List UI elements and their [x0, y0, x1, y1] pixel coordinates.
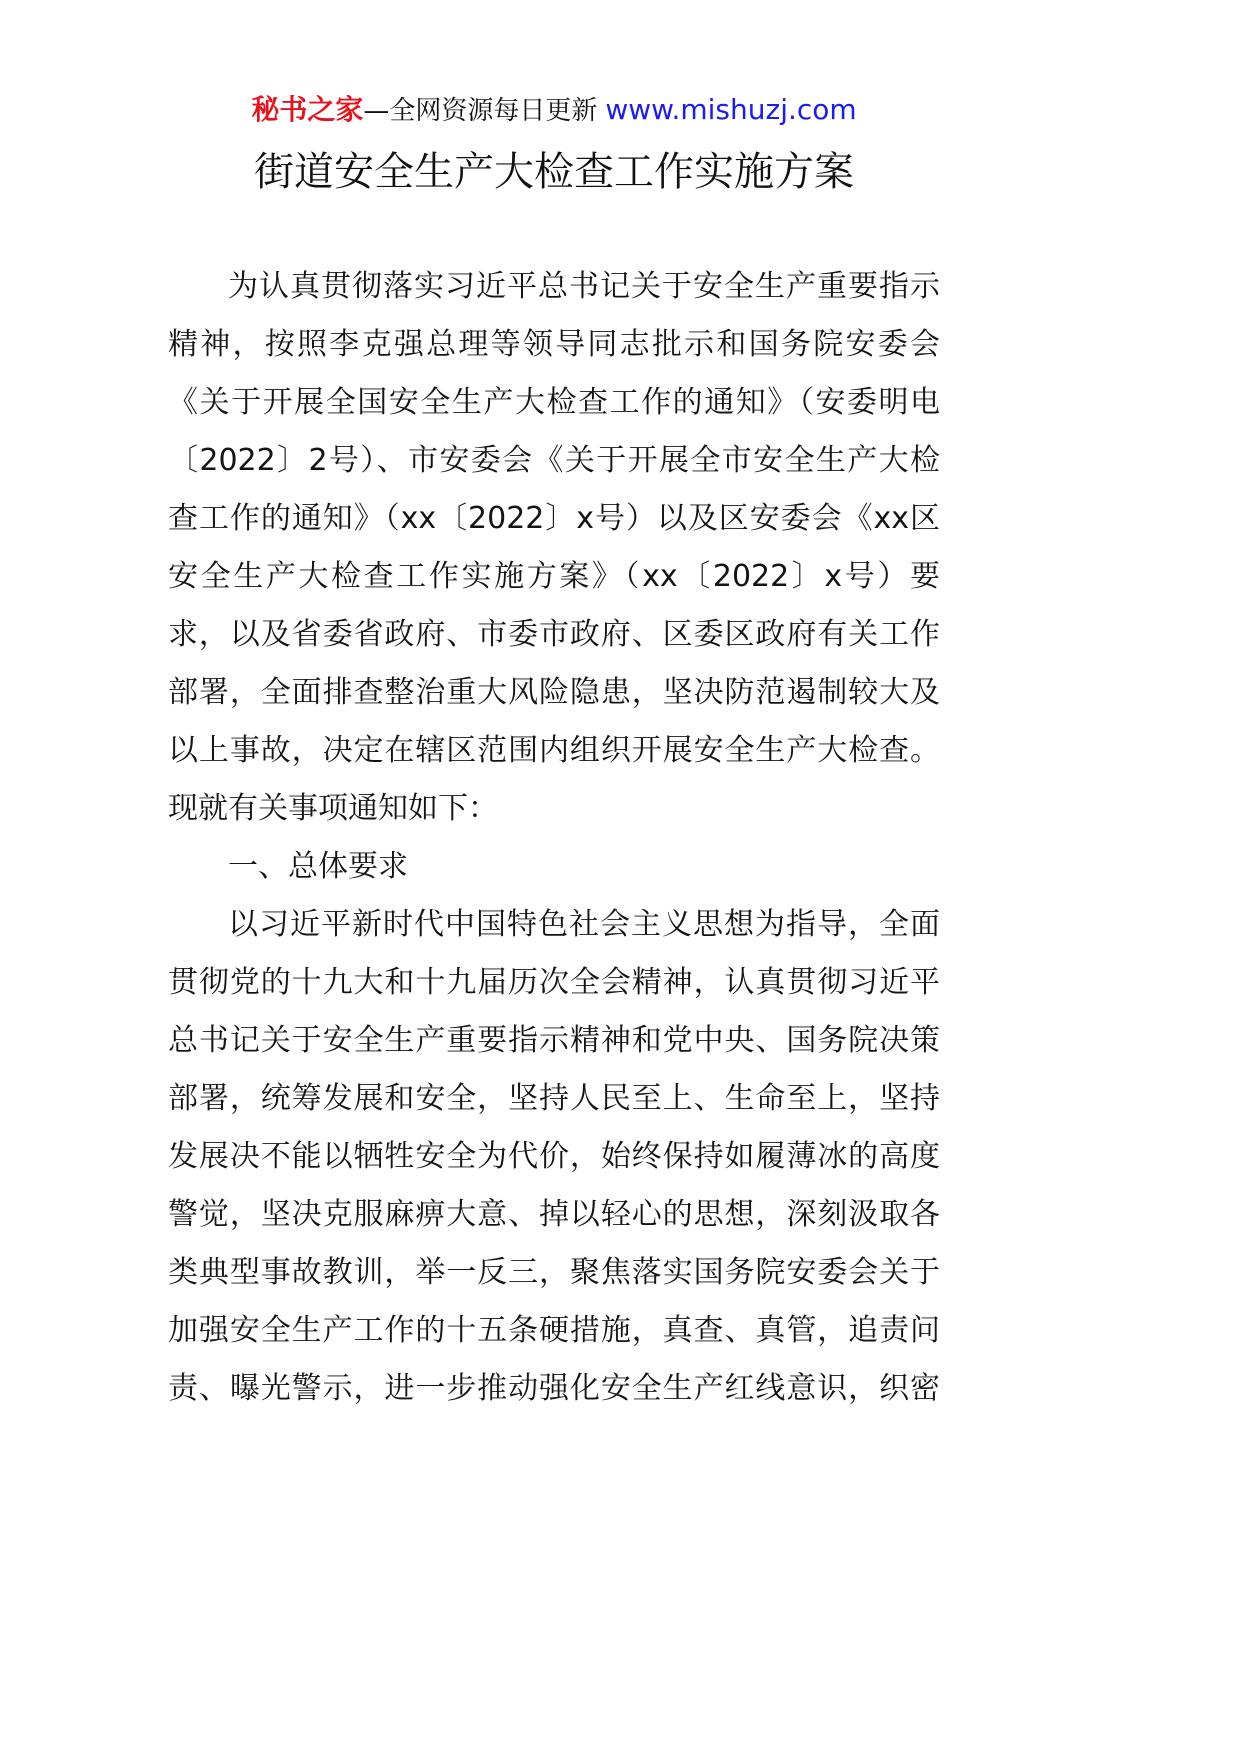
body-line: 〔2022〕2号）、市安委会《关于开展全市安全生产大检 [168, 443, 940, 478]
body-line: 以上事故，决定在辖区范围内组织开展安全生产大检查。 [168, 733, 940, 768]
body-line: 查工作的通知》（xx〔2022〕x号）以及区安委会《xx区 [168, 501, 940, 536]
document-title: 街道安全生产大检查工作实施方案 [254, 149, 854, 195]
body-line: 加强安全生产工作的十五条硬措施，真查、真管，追责问 [168, 1313, 940, 1348]
intro-paragraph [168, 258, 940, 838]
body-line: 贯彻党的十九大和十九届历次全会精神，认真贯彻习近平 [168, 965, 940, 1000]
site-header [168, 90, 940, 130]
body-line: 责、曝光警示，进一步推动强化安全生产红线意识，织密 [168, 1371, 940, 1406]
body-line: 以习近平新时代中国特色社会主义思想为指导，全面 [228, 907, 940, 942]
body-line: 《关于开展全国安全生产大检查工作的通知》（安委明电 [168, 385, 940, 420]
body-line: 部署，统筹发展和安全，坚持人民至上、生命至上，坚持 [168, 1081, 940, 1116]
section-general-requirements [168, 838, 940, 1418]
body-line: 为认真贯彻落实习近平总书记关于安全生产重要指示 [228, 269, 940, 304]
header-tagline: —全网资源每日更新 [363, 96, 598, 126]
body-line: 求，以及省委省政府、市委市政府、区委区政府有关工作 [168, 617, 940, 652]
body-line: 警觉，坚决克服麻痹大意、掉以轻心的思想，深刻汲取各 [168, 1197, 940, 1232]
body-line: 发展决不能以牺牲安全为代价，始终保持如履薄冰的高度 [168, 1139, 940, 1174]
body-line: 总书记关于安全生产重要指示精神和党中央、国务院决策 [168, 1023, 940, 1058]
document-body [168, 258, 940, 1418]
brand-name: 秘书之家 [251, 93, 364, 126]
body-line: 精神，按照李克强总理等领导同志批示和国务院安委会 [168, 327, 940, 362]
body-line: 类典型事故教训，举一反三，聚焦落实国务院安委会关于 [168, 1255, 940, 1290]
body-line: 安全生产大检查工作实施方案》（xx〔2022〕x号）要 [168, 559, 940, 594]
body-line: 现就有关事项通知如下： [168, 791, 498, 826]
site-url: www.mishuzj.com [605, 93, 857, 126]
body-line: 部署，全面排查整治重大风险隐患，坚决防范遏制较大及 [168, 675, 940, 710]
section-heading: 一、总体要求 [228, 849, 408, 884]
